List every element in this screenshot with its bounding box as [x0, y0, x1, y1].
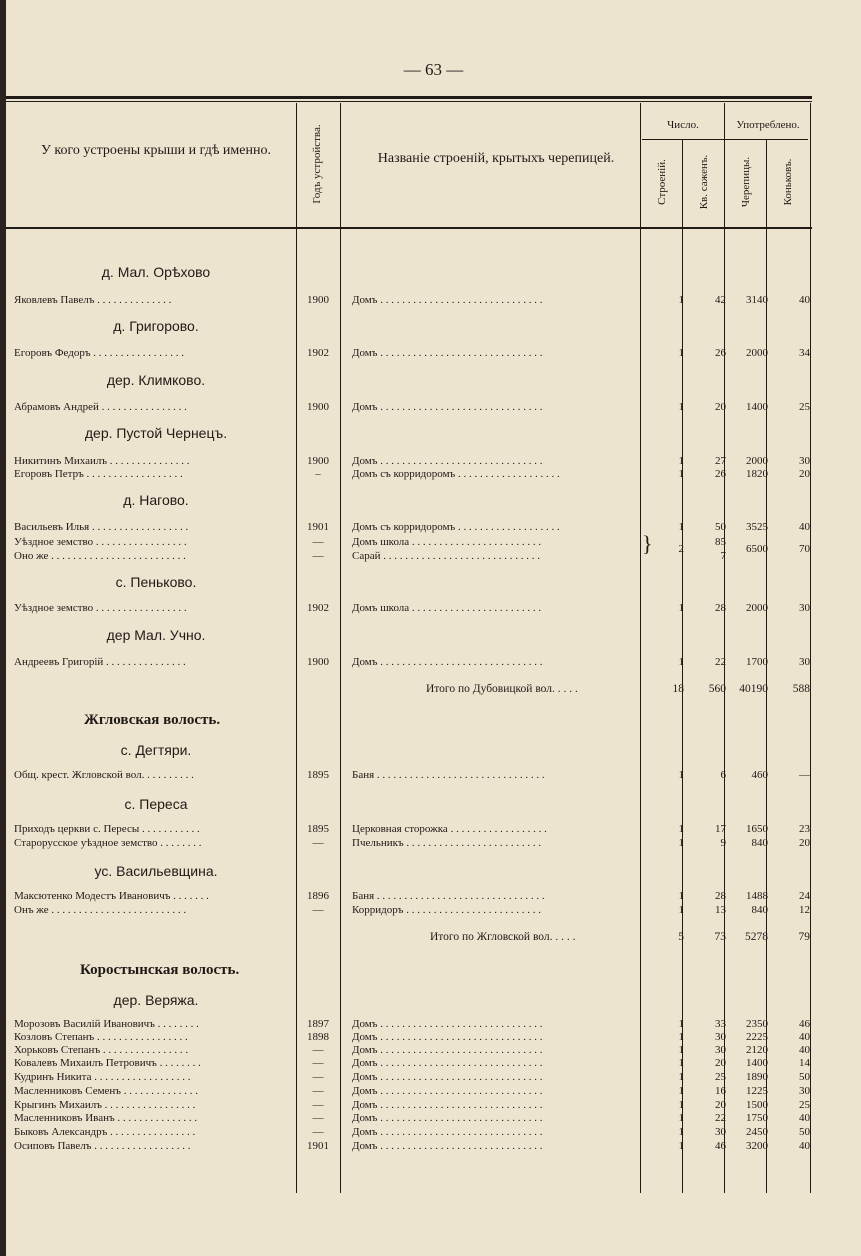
table-row: Масленниковъ Иванъ . . . . . . . . . . . . . . . — Домъ . . . . . . . . . . . . . . . . . . . . . . . . . . . . . . 1 22 1750 40	[14, 1112, 810, 1124]
top-rule	[6, 96, 812, 99]
table-row: Уѣздное земство . . . . . . . . . . . . . . . . . — Домъ школа . . . . . . . . . . . . . . . . . . . . . . . . 85	[14, 536, 726, 548]
volost-title: Жгловская волость.	[84, 712, 221, 728]
table-row: Уѣздное земство . . . . . . . . . . . . . . . . . 1902 Домъ школа . . . . . . . . . . . . . . . . . . . . . . . . 1 28 2000 30	[14, 602, 810, 614]
header-ridges: Коньковъ.	[782, 158, 794, 206]
brace-icon: }	[642, 531, 653, 556]
table-row: Общ. крест. Жгловской вол. . . . . . . . . . 1895 Баня . . . . . . . . . . . . . . . . . . . . . . . . . . . . . . . 1 6 460 —	[14, 769, 810, 781]
table-row: Хорьковъ Степанъ . . . . . . . . . . . . . . . . — Домъ . . . . . . . . . . . . . . . . . . . . . . . . . . . . . . 1 30 2120 40	[14, 1044, 810, 1056]
table-row: Абрамовъ Андрей . . . . . . . . . . . . . . . . 1900 Домъ . . . . . . . . . . . . . . . . . . . . . . . . . . . . . . 1 20 1400 25	[14, 401, 810, 413]
table-row: Максютенко Модестъ Ивановичъ . . . . . . . 1896 Баня . . . . . . . . . . . . . . . . . . . . . . . . . . . . . . . 1 28 1488 24	[14, 890, 810, 902]
group-subrule	[642, 139, 808, 140]
table-row: Егоровъ Федоръ . . . . . . . . . . . . . . . . . 1902 Домъ . . . . . . . . . . . . . . . . . . . . . . . . . . . . . . 1 26 2000 34	[14, 347, 810, 359]
document-page	[6, 0, 861, 1256]
header-used-group: Употреблено.	[736, 119, 800, 131]
section-title: дер. Климково.	[106, 372, 206, 388]
page-number: — 63 —	[403, 60, 464, 79]
table-row: Васильевъ Илья . . . . . . . . . . . . . . . . . . 1901 Домъ съ корридоромъ . . . . . . . . . . . . . . . . . . . 1 50 3525 40	[14, 521, 810, 533]
section-title: дер. Пустой Чернецъ.	[84, 425, 228, 441]
table-row: Приходъ церкви с. Пересы . . . . . . . . . . . 1895 Церковная сторожка . . . . . . . . . . . . . . . . . . 1 17 1650 23	[14, 823, 810, 835]
section-title: ус. Васильевщина.	[94, 863, 218, 879]
table-row: Козловъ Степанъ . . . . . . . . . . . . . . . . . 1898 Домъ . . . . . . . . . . . . . . . . . . . . . . . . . . . . . . 1 30 2225 40	[14, 1031, 810, 1043]
table-row: Андреевъ Григорій . . . . . . . . . . . . . . . 1900 Домъ . . . . . . . . . . . . . . . . . . . . . . . . . . . . . . 1 22 1700 30	[14, 656, 810, 668]
table-row: Егоровъ Петръ . . . . . . . . . . . . . . . . . . – Домъ съ корридоромъ . . . . . . . . . . . . . . . . . . . 1 26 1820 20	[14, 468, 810, 480]
table-row: Крыгинъ Михаилъ . . . . . . . . . . . . . . . . . — Домъ . . . . . . . . . . . . . . . . . . . . . . . . . . . . . . 1 20 1500 25	[14, 1099, 810, 1111]
header-year: Годъ устройства.	[311, 124, 323, 204]
table-row: Кудринъ Никита . . . . . . . . . . . . . . . . . . — Домъ . . . . . . . . . . . . . . . . . . . . . . . . . . . . . . 1 25 1890 50	[14, 1071, 810, 1083]
section-title: с. Дегтяри.	[120, 742, 192, 758]
table-row: Осиповъ Павелъ . . . . . . . . . . . . . . . . . . 1901 Домъ . . . . . . . . . . . . . . . . . . . . . . . . . . . . . . 1 46 3200 40	[14, 1140, 810, 1152]
section-title: дер Мал. Учно.	[106, 627, 206, 643]
total-row: Итого по Дубовицкой вол. . . . . 18 560 40190 588	[426, 683, 810, 695]
table-row: Старорусское уѣздное земство . . . . . . . . — Пчельникъ . . . . . . . . . . . . . . . . . . . . . . . . . 1 9 840 20	[14, 837, 810, 849]
section-title: д. Григорово.	[113, 318, 199, 334]
table-row: Масленниковъ Семенъ . . . . . . . . . . . . . . — Домъ . . . . . . . . . . . . . . . . . . . . . . . . . . . . . . 1 16 1225 30	[14, 1085, 810, 1097]
section-title: дер. Веряжа.	[113, 992, 199, 1008]
header-who: У кого устроены крыши и гдѣ именно.	[41, 143, 271, 158]
table-row: Морозовъ Василій Ивановичъ . . . . . . . . 1897 Домъ . . . . . . . . . . . . . . . . . . . . . . . . . . . . . . 1 33 2350 46	[14, 1018, 810, 1030]
volost-title: Коростынская волость.	[80, 962, 240, 978]
header-sq-sazhen: Кв. саженъ.	[698, 154, 710, 210]
table-row: Оно же . . . . . . . . . . . . . . . . . . . . . . . . . — Сарай . . . . . . . . . . . . . . . . . . . . . . . . . . . . . 7	[14, 550, 726, 562]
table-row: Яковлевъ Павелъ . . . . . . . . . . . . . . 1900 Домъ . . . . . . . . . . . . . . . . . . . . . . . . . . . . . . 1 42 3140 40	[14, 294, 810, 306]
header-rule	[6, 227, 812, 229]
section-title: с. Переса	[124, 796, 188, 812]
grouped-totals: 2 6500 70	[678, 543, 810, 555]
header-tiles: Черепицы.	[740, 156, 752, 208]
section-title: с. Пеньково.	[115, 574, 197, 590]
section-title: д. Мал. Орѣхово	[101, 264, 211, 280]
table-row: Никитинъ Михаилъ . . . . . . . . . . . . . . . 1900 Домъ . . . . . . . . . . . . . . . . . . . . . . . . . . . . . . 1 27 2000 30	[14, 455, 810, 467]
table-row: Онъ же . . . . . . . . . . . . . . . . . . . . . . . . . — Корридоръ . . . . . . . . . . . . . . . . . . . . . . . . . 1 13 840 12	[14, 904, 810, 916]
header-building: Названіе строеній, крытыхъ черепицей.	[377, 151, 615, 166]
table-row: Быковъ Александръ . . . . . . . . . . . . . . . . — Домъ . . . . . . . . . . . . . . . . . . . . . . . . . . . . . . 1 30 2450 50	[14, 1126, 810, 1138]
section-title: д. Нагово.	[123, 492, 189, 508]
table-row: Ковалевъ Михаилъ Петровичъ . . . . . . . . — Домъ . . . . . . . . . . . . . . . . . . . . . . . . . . . . . . 1 20 1400 14	[14, 1057, 810, 1069]
header-structures: Строеній.	[656, 159, 668, 205]
total-row: Итого по Жгловской вол. . . . . 5 73 5278 79	[430, 931, 810, 943]
top-rule-thin	[6, 101, 812, 102]
header-count-group: Число.	[667, 119, 699, 131]
